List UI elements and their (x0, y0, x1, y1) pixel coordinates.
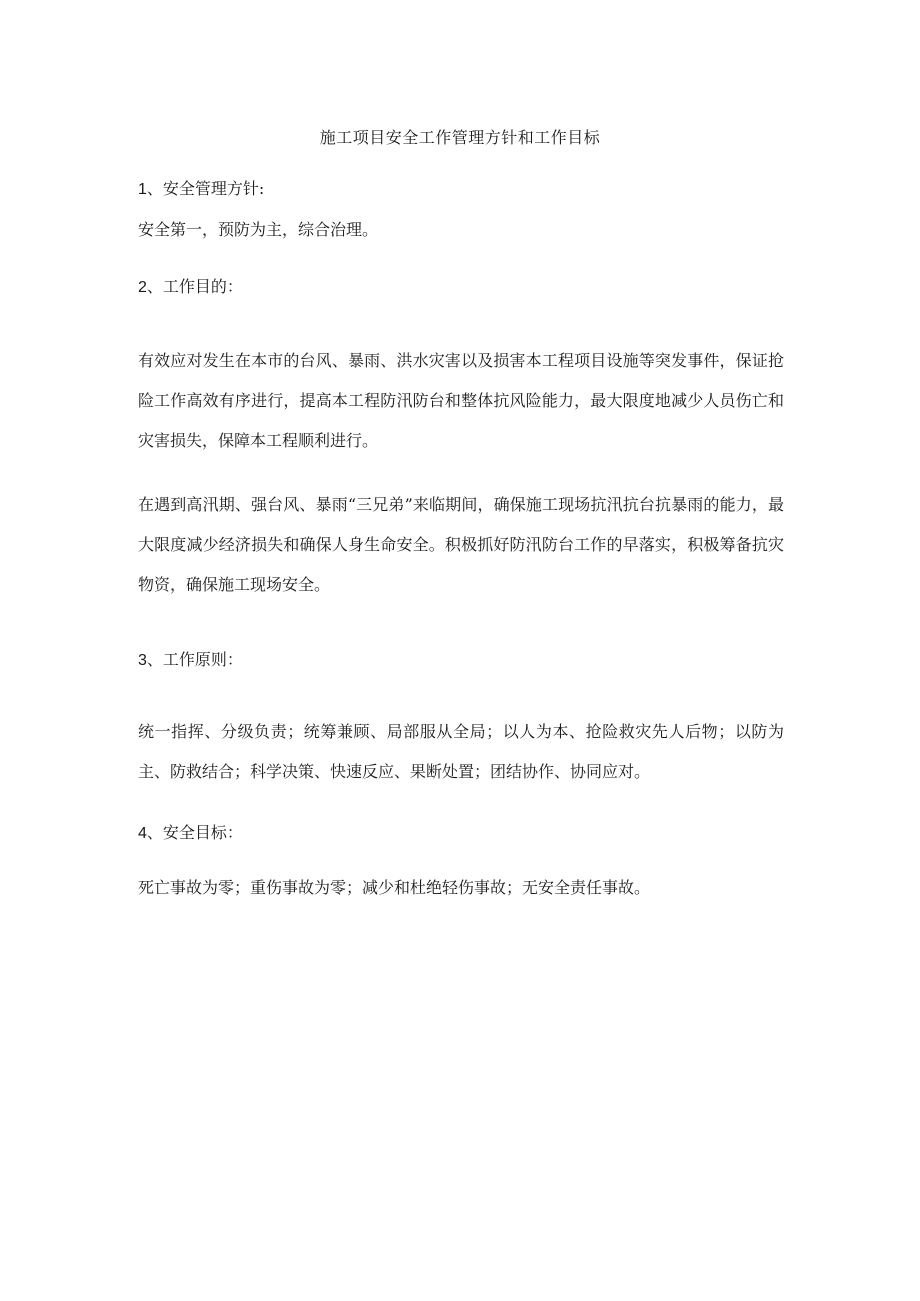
section-4-heading (138, 822, 243, 845)
section-1-paragraph-1: 安全第一，预防为主，综合治理。 (138, 220, 379, 239)
section-3-heading (138, 649, 243, 672)
section-number: 1 (138, 181, 147, 198)
section-number: 3 (138, 652, 147, 669)
section-heading-text: 、安全管理方针: (146, 179, 265, 198)
section-heading-text: 、工作目的： (146, 277, 243, 296)
document-title: 施工项目安全工作管理方针和工作目标 (319, 128, 601, 147)
section-heading-text: 、工作原则： (146, 650, 243, 669)
section-2-paragraph-1: 有效应对发生在本市的台风、暴雨、洪水灾害以及损害本工程项目设施等突发事件，保证抢险工作高效有序进行，提高本工程防汛防台和整体抗风险能力，最大限度地减少人员伤亡和灾害损失，保障本工程顺利进行。 (138, 351, 784, 450)
section-4-paragraph-1: 死亡事故为零；重伤事故为零；减少和杜绝轻伤事故；无安全责任事故。 (138, 878, 651, 897)
section-2-paragraph-2: 在遇到高汛期、强台风、暴雨“三兄弟”来临期间，确保施工现场抗汛抗台抗暴雨的能力，最大限度减少经济损失和确保人身生命安全。积极抓好防汛防台工作的早落实，积极筹备抗灾物资，确保施工现场安全。 (138, 495, 784, 594)
section-number: 4 (138, 825, 147, 842)
section-2-heading (138, 276, 243, 299)
section-3-paragraph-1: 统一指挥、分级负责；统筹兼顾、局部服从全局；以人为本、抢险救灾先人后物；以防为主、防救结合；科学决策、快速反应、果断处置；团结协作、协同应对。 (138, 722, 784, 781)
section-1-heading (138, 178, 264, 201)
section-heading-text: 、安全目标： (146, 823, 243, 842)
section-number: 2 (138, 279, 147, 296)
